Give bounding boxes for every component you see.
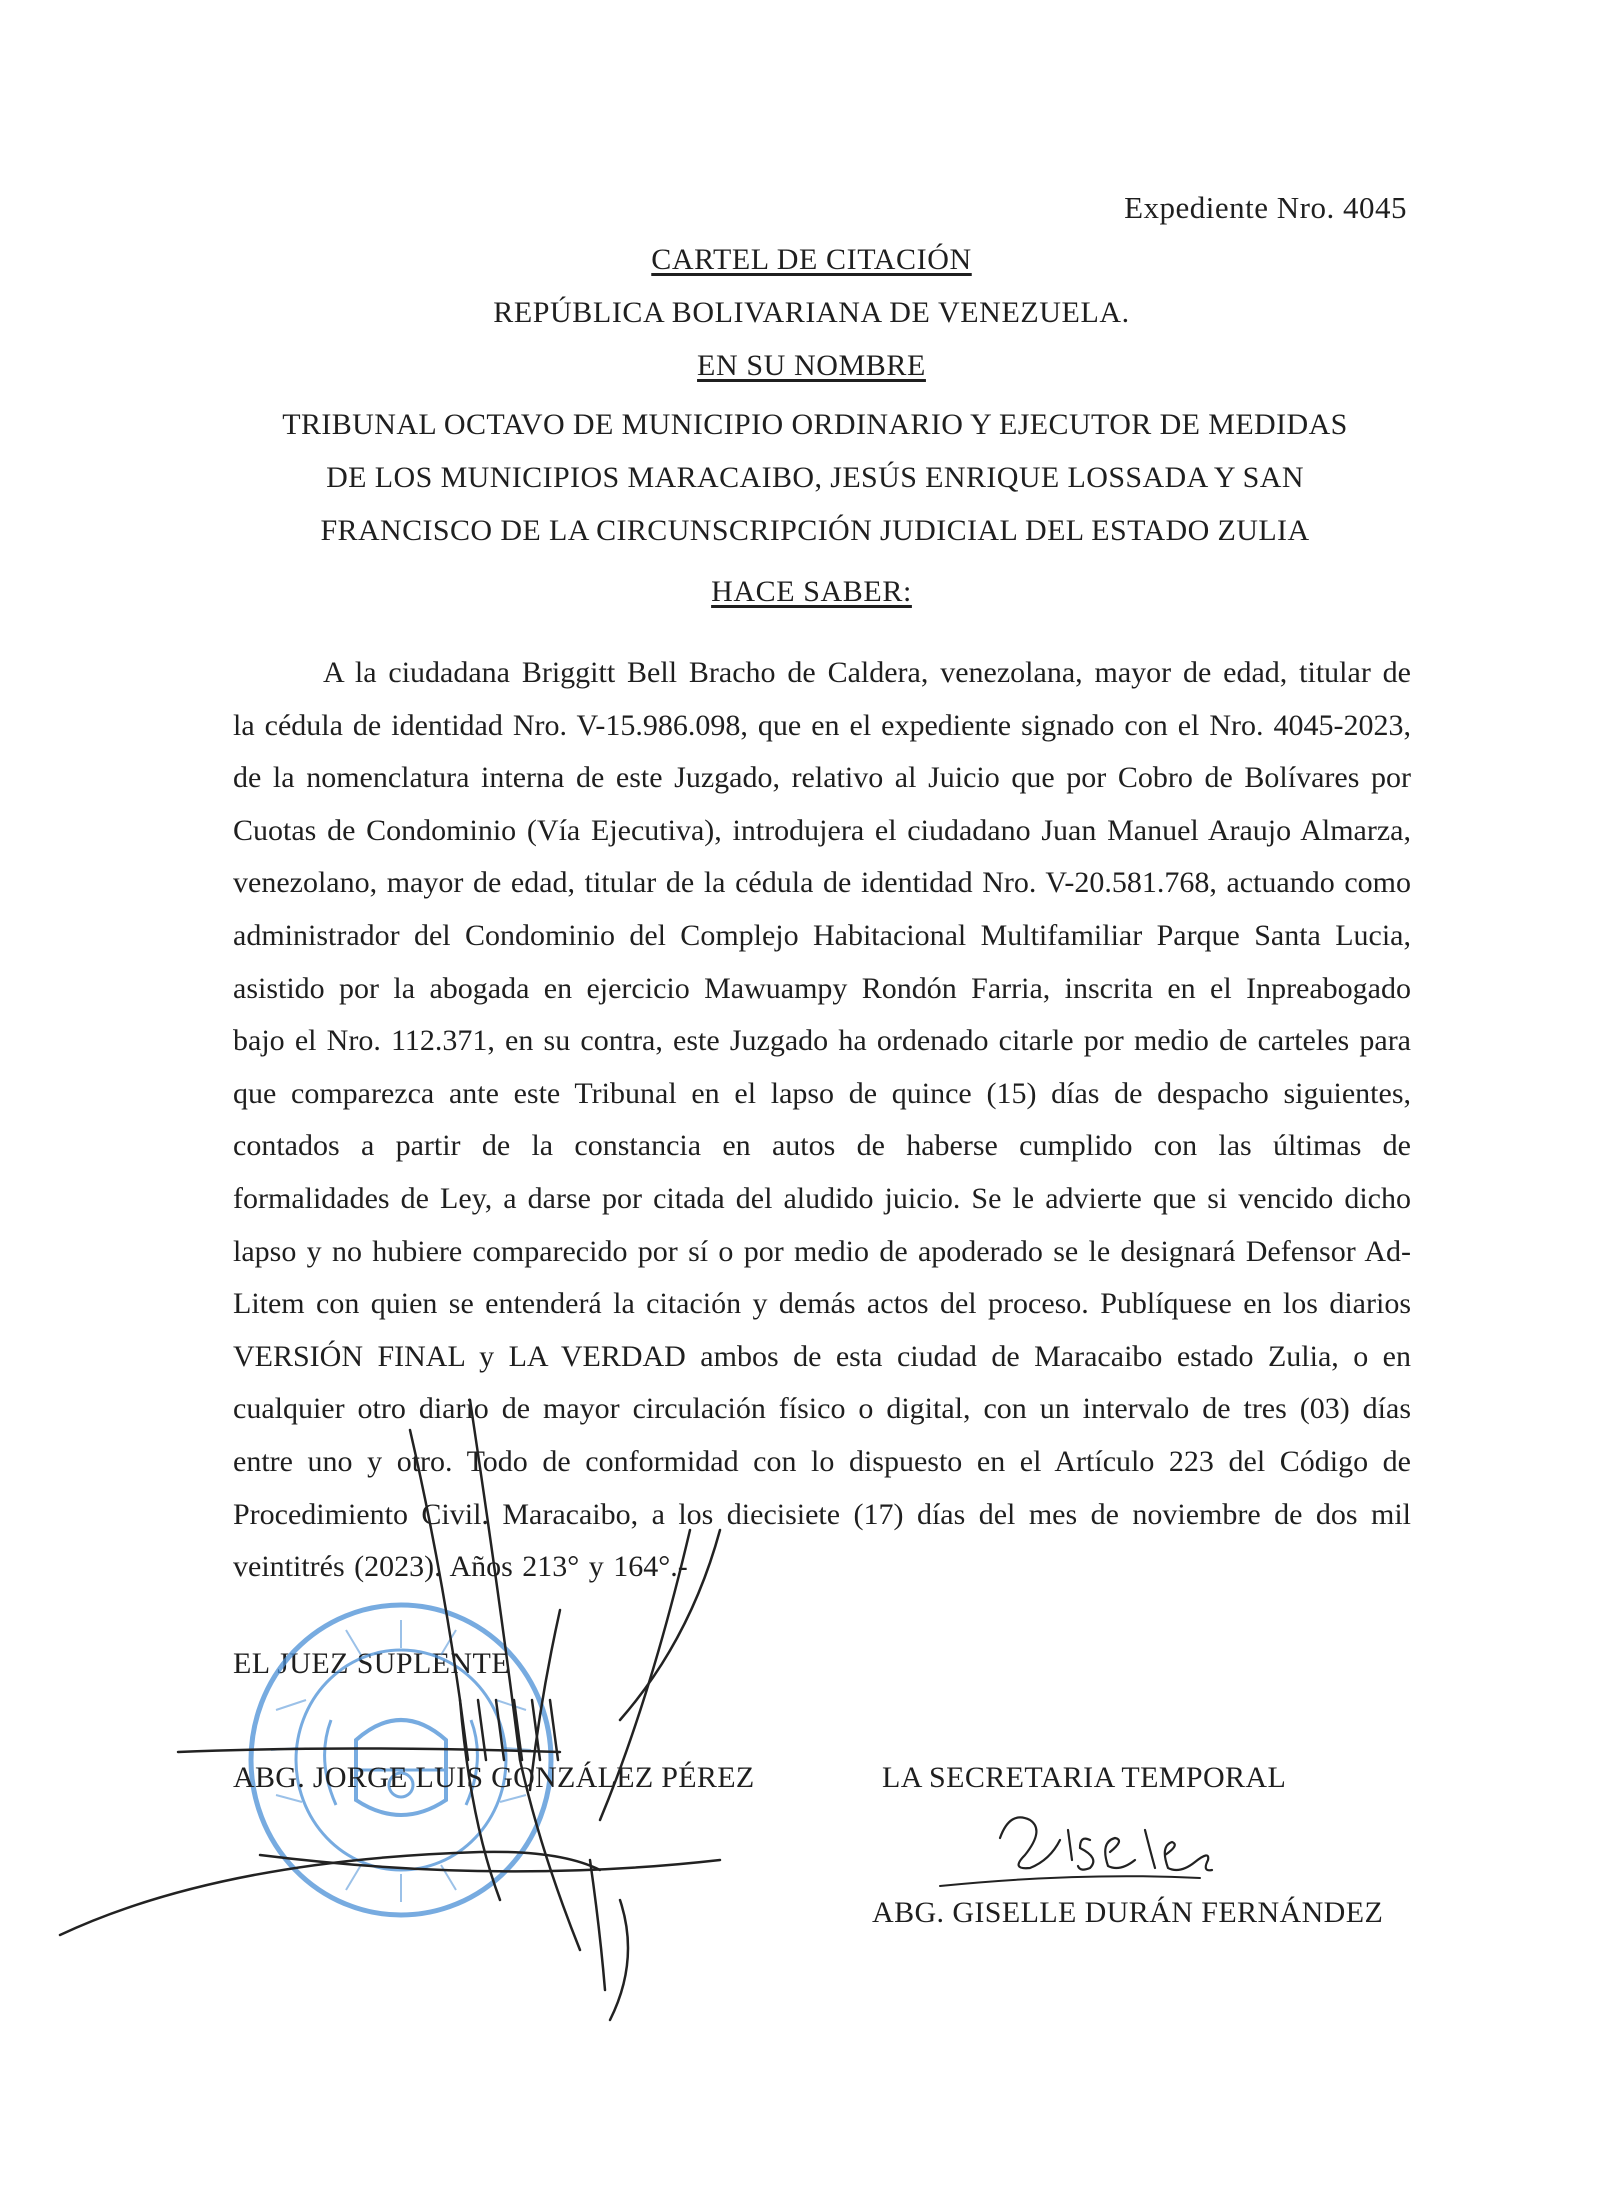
judge-signature-stroke bbox=[590, 1860, 605, 1990]
secretary-signature-stroke bbox=[940, 1876, 1200, 1886]
judge-title: EL JUEZ SUPLENTE bbox=[233, 1647, 510, 1680]
secretary-title: LA SECRETARIA TEMPORAL bbox=[882, 1761, 1287, 1794]
court-line: FRANCISCO DE LA CIRCUNSCRIPCIÓN JUDICIAL DEL ESTADO ZULIA bbox=[320, 514, 1310, 547]
document-title: CARTEL DE CITACIÓN bbox=[651, 243, 972, 276]
court-seal-stamp bbox=[236, 1590, 566, 1930]
court-line: TRIBUNAL OCTAVO DE MUNICIPIO ORDINARIO Y EJECUTOR DE MEDIDAS bbox=[282, 408, 1348, 441]
expediente-number: Expediente Nro. 4045 bbox=[1124, 190, 1407, 225]
judge-signature-stroke bbox=[610, 1900, 628, 2020]
citation-body: A la ciudadana Briggitt Bell Bracho de Caldera, venezolana, mayor de edad, titular de la cédula de identidad Nro. V-15.986.098, que en el expediente signado con el Nro. 4045-2023, de la nomenclatura interna de este Juzgado, relativo al Juicio que por Cobro de Bolívares por Cuotas de Condominio (Vía Ejecutiva), introdujera el ciudadano Juan Manuel Araujo Almarza, venezolano, mayor de edad, titular de la cédula de identidad Nro. V-20.581.768, actuando como administrador del Condominio del Complejo Habitacional Multifamiliar Parque Santa Lucia, asistido por la abogada en ejercicio Mawuampy Rondón Farria, inscrita en el Inpreabogado bajo el Nro. 112.371, en su contra, este Juzgado ha ordenado citarle por medio de carteles para que comparezca ante este Tribunal en el lapso de quince (15) días de despacho siguientes, contados a partir de la constancia en autos de haberse cumplido con las últimas de formalidades de Ley, a darse por citada del aludido juicio. Se le advierte que si vencido dicho lapso y no hubiere comparecido por sí o por medio de apoderado se le designará Defensor Ad-Litem con quien se entenderá la citación y demás actos del proceso. Publíquese en los diarios VERSIÓN FINAL y LA VERDAD ambos de esta ciudad de Maracaibo estado Zulia, o en cualquier otro diario de mayor circulación físico o digital, con un intervalo de tres (03) días entre uno y otro. Todo de conformidad con lo dispuesto en el Artículo 223 del Código de Procedimiento Civil. Maracaibo, a los diecisiete (17) días del mes de noviembre de dos mil veintitrés (2023). Años 213° y 164°.- bbox=[233, 656, 1411, 1584]
secretary-name: ABG. GISELLE DURÁN FERNÁNDEZ bbox=[872, 1896, 1384, 1929]
judge-name: ABG. JORGE LUIS GONZÁLEZ PÉREZ bbox=[233, 1761, 755, 1794]
hace-saber-heading: HACE SABER: bbox=[711, 575, 912, 608]
court-heading bbox=[235, 398, 1395, 557]
secretary-signature-stroke bbox=[1000, 1817, 1212, 1870]
en-su-nombre-heading: EN SU NOMBRE bbox=[697, 349, 926, 382]
court-line: DE LOS MUNICIPIOS MARACAIBO, JESÚS ENRIQUE LOSSADA Y SAN bbox=[326, 461, 1304, 494]
republic-heading: REPÚBLICA BOLIVARIANA DE VENEZUELA. bbox=[493, 296, 1130, 329]
